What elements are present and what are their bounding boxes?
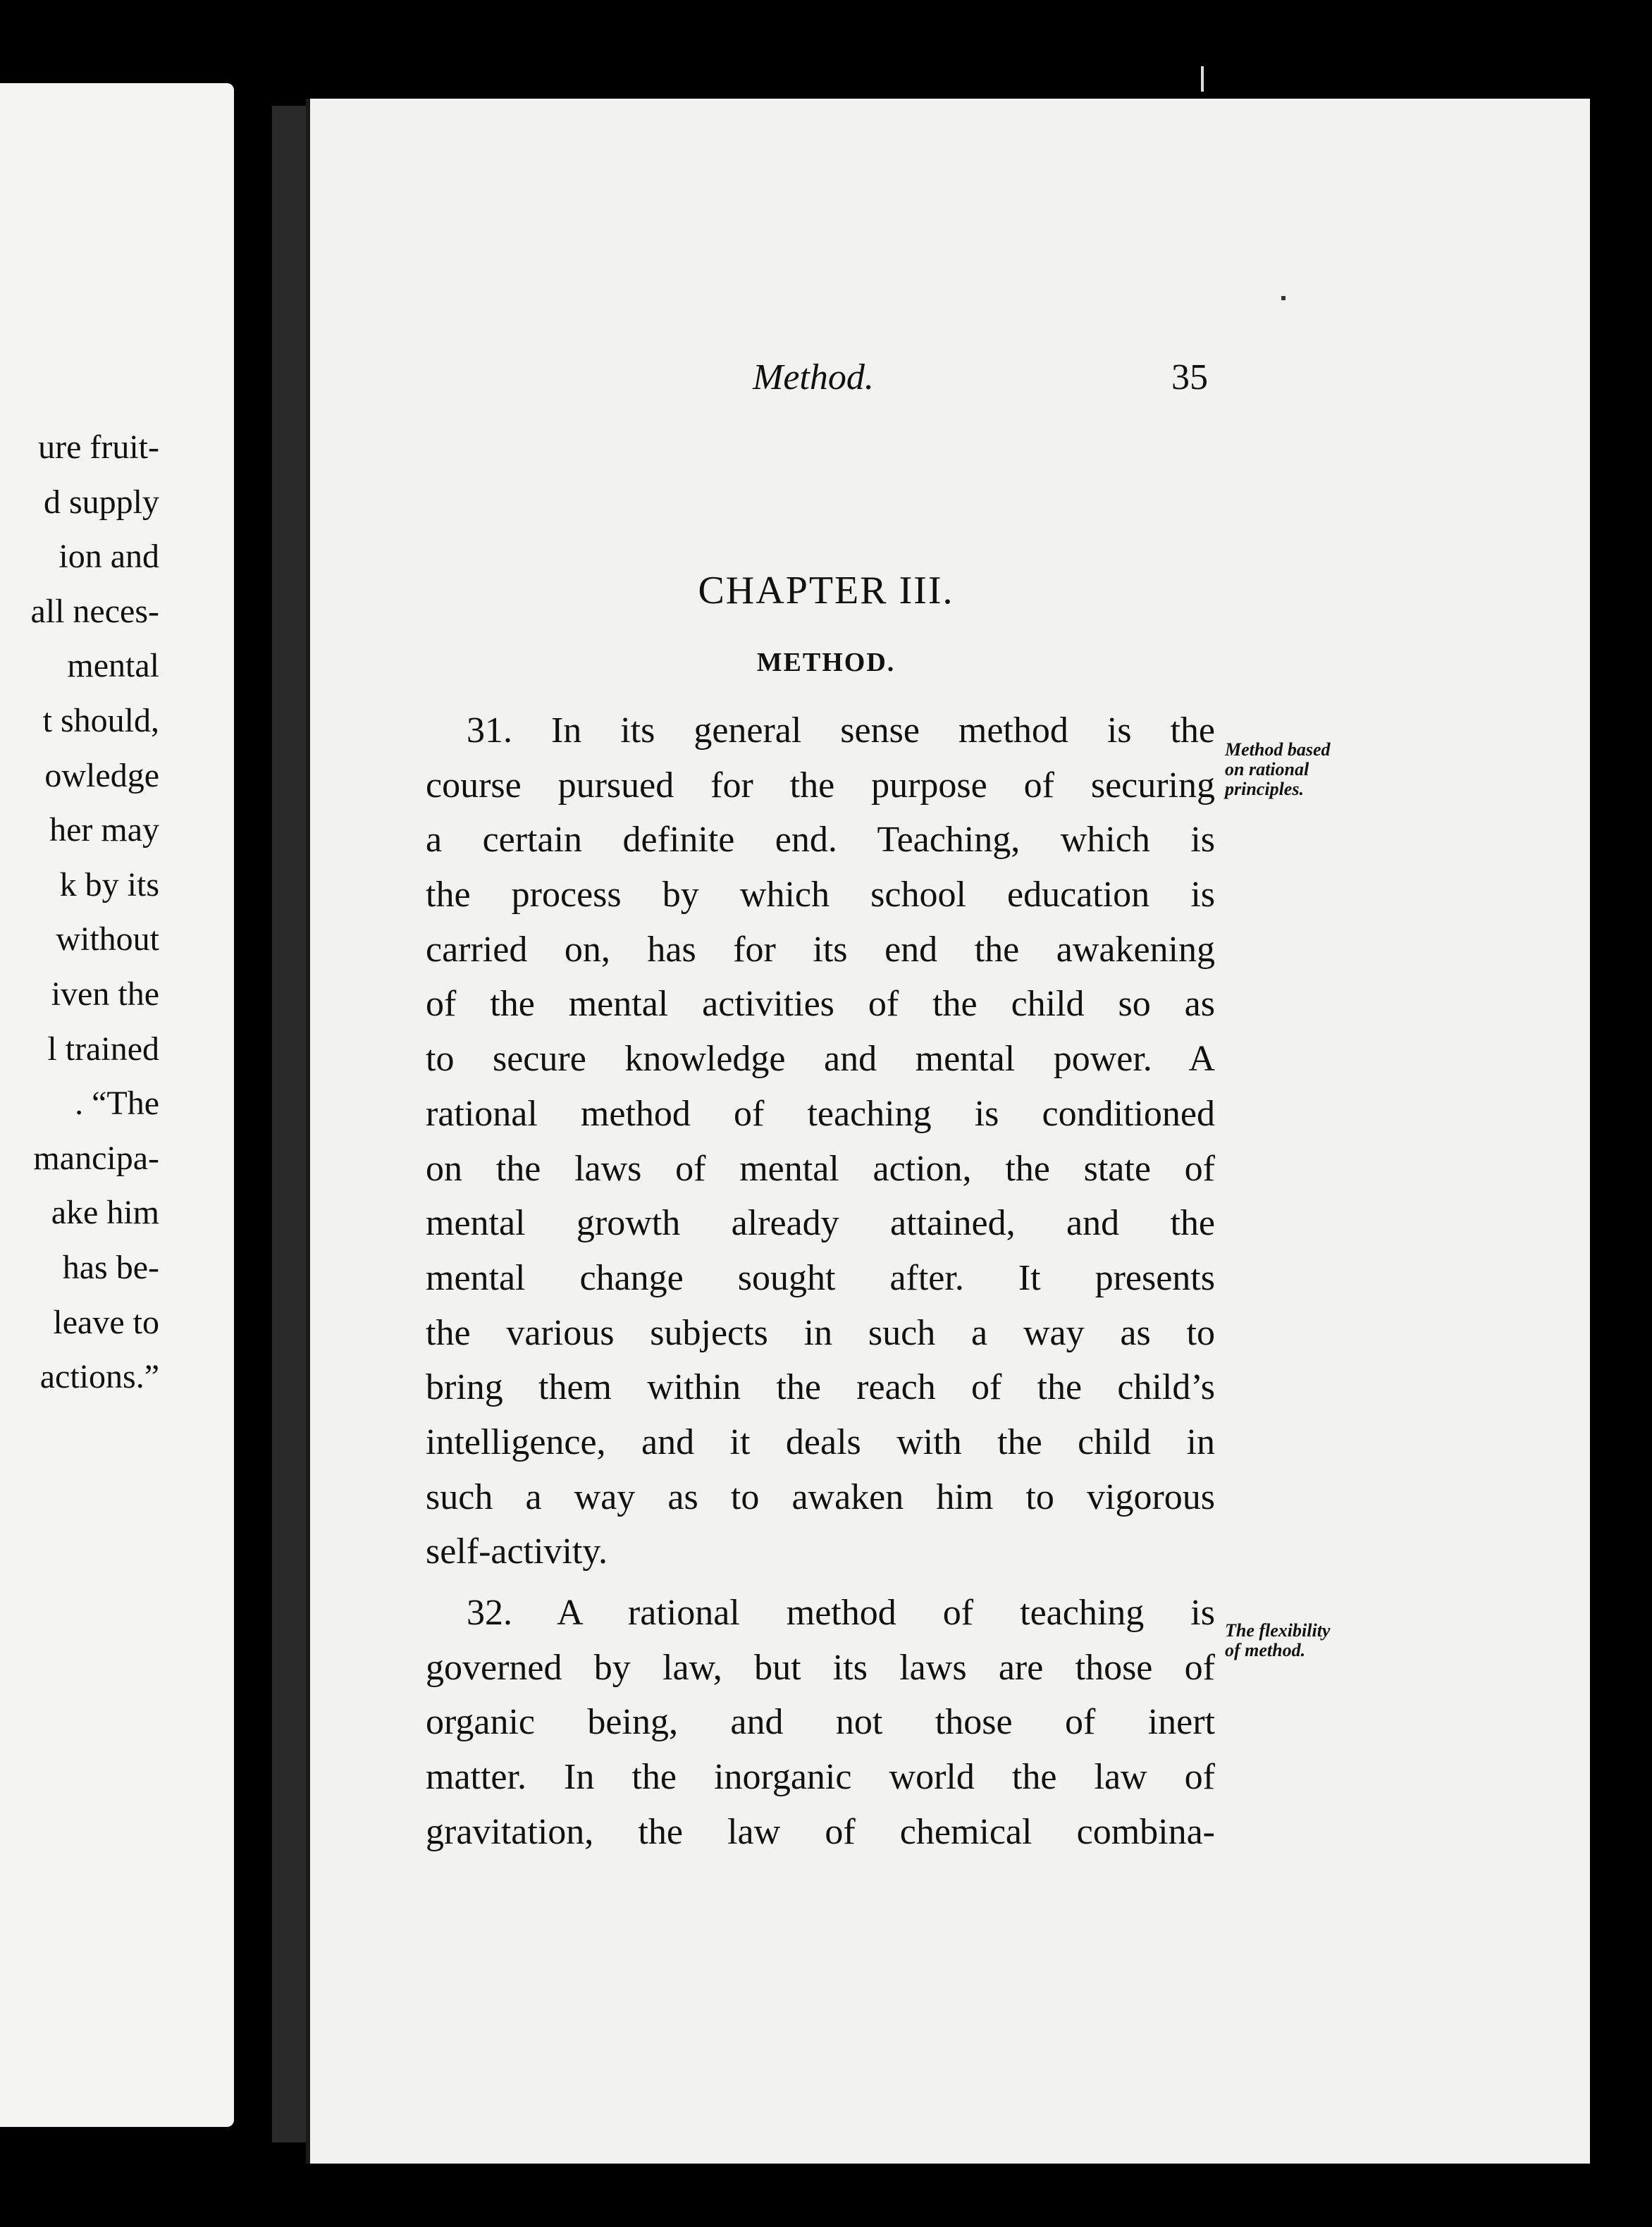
chapter-subtitle: METHOD. xyxy=(756,648,896,677)
text-line: organic being, and not those of inert xyxy=(426,1702,1215,1743)
text-line: rational method of teaching is conditioned xyxy=(426,1093,1215,1134)
left-page-line: . “The xyxy=(75,1085,159,1123)
left-page-line: has be- xyxy=(62,1248,159,1286)
page-number: 35 xyxy=(1171,357,1208,397)
text-line: the process by which school education is xyxy=(426,875,1215,915)
left-page-line: iven the xyxy=(51,975,159,1013)
text-line: course pursued for the purpose of securing xyxy=(426,765,1215,806)
margin-note-31 xyxy=(1225,740,1331,799)
text-line: mental growth already attained, and the xyxy=(426,1203,1215,1244)
left-page-line: d supply xyxy=(43,483,159,521)
text-line: mental change sought after. It presents xyxy=(426,1257,1215,1298)
text-line: bring them within the reach of the child’s xyxy=(426,1367,1215,1408)
text-line: on the laws of mental action, the state of xyxy=(426,1148,1215,1189)
text-line: carried on, has for its end the awakening xyxy=(426,929,1215,970)
text-line: governed by law, but its laws are those of xyxy=(426,1647,1215,1688)
text-line: self-activity. xyxy=(426,1531,608,1572)
left-facing-page xyxy=(0,83,234,2127)
left-page-line: l trained xyxy=(47,1030,159,1068)
running-head: Method. xyxy=(753,357,874,397)
margin-note-line: of method. xyxy=(1225,1640,1306,1660)
left-page-line: mental xyxy=(67,647,159,685)
text-line: 32. A rational method of teaching is xyxy=(467,1593,1215,1633)
margin-note-line: on rational xyxy=(1225,759,1309,779)
paragraph-31 xyxy=(426,703,1215,1579)
margin-note-line: principles. xyxy=(1225,779,1304,799)
left-page-line: leave to xyxy=(53,1303,159,1341)
margin-note-32 xyxy=(1225,1621,1330,1660)
left-page-line: owledge xyxy=(44,756,159,794)
left-page-line: all neces- xyxy=(30,592,159,630)
text-line: of the mental activities of the child so as xyxy=(426,984,1215,1025)
left-page-line: her may xyxy=(49,811,159,849)
text-line: matter. In the inorganic world the law of xyxy=(426,1757,1215,1798)
paragraph-32 xyxy=(426,1586,1215,1859)
scan-speck xyxy=(1201,66,1204,92)
left-page-line: k by its xyxy=(59,865,159,903)
text-line: such a way as to awaken him to vigorous xyxy=(426,1476,1215,1517)
left-page-line: ion and xyxy=(58,538,159,576)
left-page-line: ake him xyxy=(51,1194,159,1232)
text-line: 31. In its general sense method is the xyxy=(467,710,1215,751)
left-page-line: without xyxy=(56,920,159,958)
text-line: intelligence, and it deals with the child in xyxy=(426,1421,1215,1462)
left-page-line: t should, xyxy=(42,701,159,739)
text-line: the various subjects in such a way as to xyxy=(426,1312,1215,1353)
left-page-line: actions.” xyxy=(39,1358,159,1396)
left-page-line: ure fruit- xyxy=(38,428,159,466)
margin-note-line: Method based xyxy=(1225,739,1331,760)
text-line: gravitation, the law of chemical combina- xyxy=(426,1811,1215,1852)
text-line: a certain definite end. Teaching, which is xyxy=(426,820,1215,860)
chapter-title: CHAPTER III. xyxy=(698,569,954,612)
margin-note-line: The flexibility xyxy=(1225,1620,1331,1641)
scan-speck xyxy=(1281,296,1286,300)
left-page-line: mancipa- xyxy=(33,1139,159,1177)
text-line: to secure knowledge and mental power. A xyxy=(426,1039,1215,1080)
